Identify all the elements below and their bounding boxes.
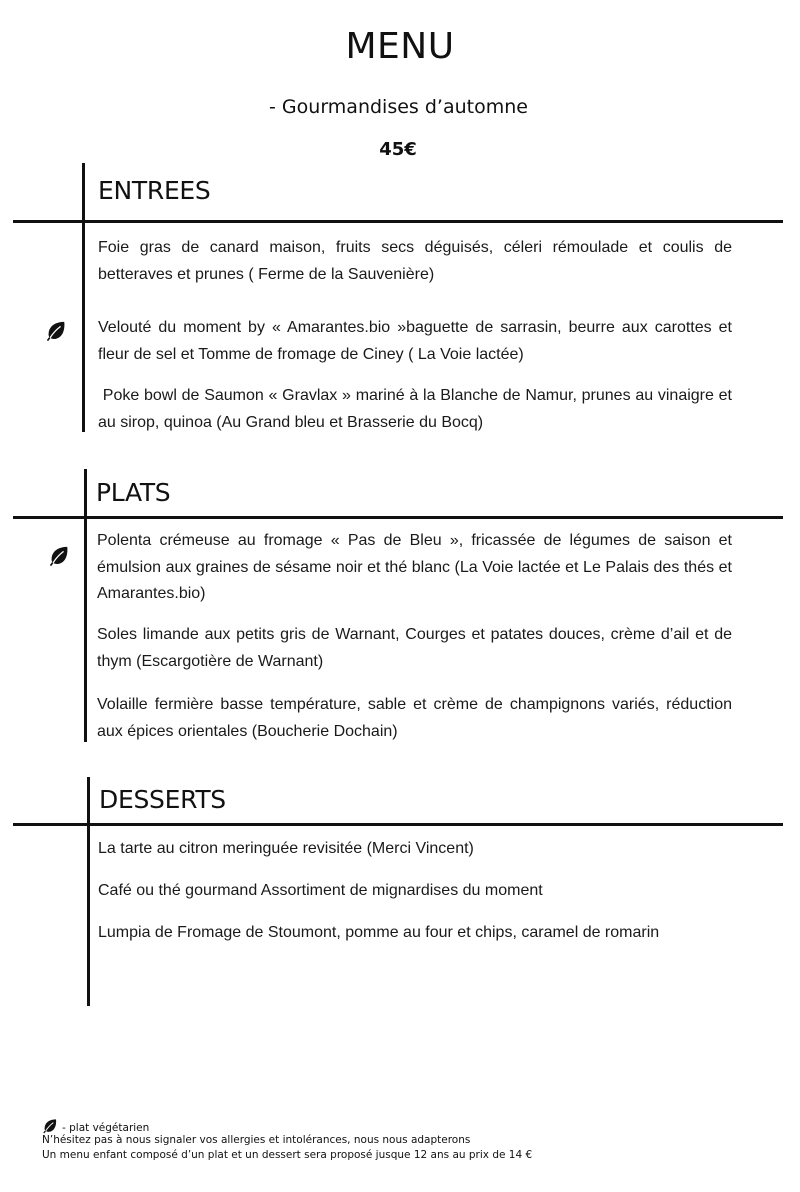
dish-item: Poke bowl de Saumon « Gravlax » mariné à la Blanche de Namur, prunes au vinaigre et au sirop, quinoa (Au Grand bleu et Brasserie du Bocq) bbox=[98, 387, 737, 431]
section-divider-horizontal bbox=[13, 823, 783, 826]
legend-text: - plat végétarien bbox=[62, 1122, 150, 1134]
section-title: PLATS bbox=[96, 478, 171, 507]
section-divider-vertical bbox=[84, 469, 87, 742]
leaf-icon bbox=[48, 545, 70, 567]
section-divider-vertical bbox=[82, 163, 85, 432]
leaf-icon bbox=[42, 1118, 58, 1134]
kids-menu-note: Un menu enfant composé d’un plat et un dessert sera proposé jusque 12 ans au prix de 14 € bbox=[42, 1149, 533, 1161]
allergy-note: N’hésitez pas à nous signaler vos allergies et intolérances, nous nous adapterons bbox=[42, 1134, 471, 1146]
section-divider-horizontal bbox=[13, 220, 783, 223]
menu-title: MENU bbox=[345, 26, 455, 67]
dish-item: Foie gras de canard maison, fruits secs déguisés, céleri rémoulade et coulis de betteraves et prunes ( Ferme de la Sauvenière) bbox=[98, 239, 732, 283]
dish-item: Café ou thé gourmand Assortiment de mignardises du moment bbox=[98, 882, 543, 899]
dish-item: Polenta crémeuse au fromage « Pas de Bleu », fricassée de légumes de saison et émulsion aux graines de sésame noir et thé blanc (La Voie lactée et Le Palais des thés et Amarantes.bio) bbox=[97, 532, 732, 602]
section-title: DESSERTS bbox=[99, 785, 226, 814]
section-divider-horizontal bbox=[13, 516, 783, 519]
section-divider-vertical bbox=[87, 777, 90, 1006]
dish-item: Volaille fermière basse température, sable et crème de champignons variés, réduction aux épices orientales (Boucherie Dochain) bbox=[97, 696, 732, 740]
dish-item: La tarte au citron meringuée revisitée (Merci Vincent) bbox=[98, 840, 474, 857]
menu-subtitle: - Gourmandises d’automne bbox=[269, 96, 528, 118]
leaf-icon bbox=[45, 320, 67, 342]
dish-item: Soles limande aux petits gris de Warnant, Courges et patates douces, crème d’ail et de thym (Escargotière de Warnant) bbox=[97, 626, 732, 670]
dish-item: Velouté du moment by « Amarantes.bio »baguette de sarrasin, beurre aux carottes et fleur de sel et Tomme de fromage de Ciney ( La Voie lactée) bbox=[98, 319, 732, 363]
dish-item: Lumpia de Fromage de Stoumont, pomme au four et chips, caramel de romarin bbox=[98, 924, 660, 941]
section-title: ENTREES bbox=[98, 176, 211, 205]
menu-price: 45€ bbox=[379, 139, 417, 160]
